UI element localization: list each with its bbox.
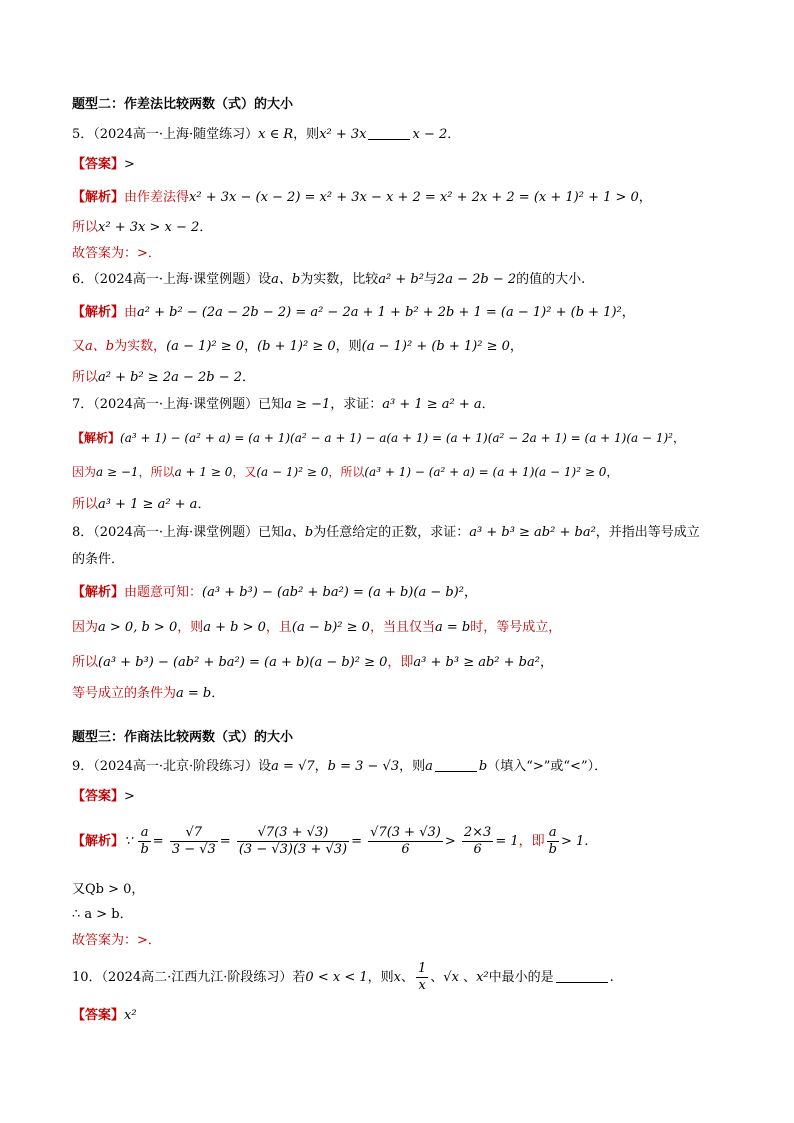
text: ，则: [293, 127, 320, 142]
text: ，: [621, 305, 635, 320]
text: 设: [258, 272, 272, 287]
text: 设: [258, 759, 272, 774]
text: 所以: [72, 370, 99, 385]
answer-line: [72, 787, 135, 807]
answer-label: 【答案】: [72, 157, 125, 172]
text: 为实数，: [114, 339, 167, 354]
section-title: 题型二：作差法比较两数（式）的大小: [72, 97, 294, 112]
q-source: （2024高一·上海·课堂例题）: [93, 272, 259, 287]
text: ．: [199, 220, 213, 235]
text: ，所以: [138, 465, 175, 479]
text: ．: [481, 397, 495, 412]
q-number: 10．: [72, 970, 102, 985]
math: (a³ + b³) − (ab² + ba²) = (a + b)(a − b)²: [202, 585, 464, 600]
math: a = b: [176, 686, 212, 701]
math: (a − 1)² ≥ 0: [166, 339, 245, 354]
text: ，: [673, 431, 686, 445]
numerator: a: [138, 825, 150, 842]
math: x² + 3x − (x − 2) = x² + 3x − x + 2 = x² + 2x + 2 = (x + 1)² + 1 > 0: [189, 190, 639, 205]
text: > 1.: [560, 834, 589, 849]
denominator: 3 − √3: [171, 842, 216, 857]
text: ，: [509, 339, 523, 354]
q-number: 6．: [72, 272, 94, 287]
text: ，: [539, 655, 553, 670]
text: 的值的大小.: [516, 272, 586, 287]
analysis-line: [72, 684, 224, 704]
text: ．: [447, 127, 461, 142]
q-number: 7．: [72, 397, 94, 412]
text: ，又: [232, 465, 257, 479]
math: (a − b)² ≥ 0: [291, 620, 370, 635]
final-answer: 故答案为：>．: [72, 246, 161, 261]
text: ．: [211, 686, 225, 701]
text: 因为: [72, 620, 99, 635]
denominator: 6: [473, 842, 482, 857]
text: ，则: [367, 970, 394, 985]
text: 、: [458, 970, 477, 985]
text: ．: [242, 370, 256, 385]
q-source: （2024高一·上海·课堂例题）: [93, 397, 259, 412]
math: a ≥ −1: [284, 397, 331, 412]
analysis-line: ∴ a > b．: [72, 907, 133, 922]
math: x² + 3x: [319, 127, 367, 142]
text: ，: [606, 465, 619, 479]
text: ，: [314, 759, 328, 774]
text: ，当且仅当: [369, 620, 435, 635]
answer-value: >: [124, 789, 135, 804]
math: a + b > 0: [203, 620, 266, 635]
math: a³ + 1 ≥ a² + a: [98, 497, 198, 512]
text: 由: [124, 305, 138, 320]
q-number: 8．: [72, 525, 94, 540]
analysis-line: [72, 188, 652, 208]
math: a、b: [284, 525, 314, 540]
text: ，: [638, 190, 652, 205]
math: (a³ + 1) − (a² + a) = (a + 1)(a − 1)² ≥ 0: [364, 465, 607, 479]
analysis-line: 又Qb > 0，: [72, 882, 145, 897]
text: 中最小的是: [488, 970, 554, 985]
answer-value: x²: [124, 1008, 137, 1023]
text: ，求证：: [330, 397, 383, 412]
text: ，即: [518, 834, 545, 849]
numerator: a: [547, 825, 559, 842]
math: a: [425, 759, 433, 774]
answer-blank: [556, 968, 608, 983]
math: a ≥ −1: [96, 465, 139, 479]
analysis-line: [72, 495, 210, 515]
question-10: [72, 958, 614, 998]
fraction: [138, 825, 150, 858]
math: x: [393, 970, 401, 985]
text: ，所以: [328, 465, 365, 479]
q-source: （2024高二·江西九江·阶段练习）: [101, 970, 293, 985]
q-number: 5．: [72, 127, 94, 142]
text: 由题意可知：: [124, 585, 203, 600]
text: 为任意给定的正数，求证：: [313, 525, 470, 540]
text: 为实数，比较: [300, 272, 379, 287]
question-8: [72, 523, 700, 543]
text: 与: [423, 272, 437, 287]
text: 若: [292, 970, 306, 985]
answer-label: 【答案】: [72, 1008, 125, 1023]
numerator: √7(3 + √3): [370, 825, 441, 840]
denominator: x: [418, 978, 426, 993]
question-9: [72, 757, 607, 777]
question-6: [72, 270, 585, 290]
text: 、: [430, 970, 444, 985]
answer-blank: [435, 757, 477, 772]
text: ，则: [177, 620, 204, 635]
denominator: 6: [401, 842, 410, 857]
question-5: [72, 125, 460, 145]
answer-value: >: [124, 157, 135, 172]
answer-label: 【答案】: [72, 789, 125, 804]
math: (a³ + b³) − (ab² + ba²) = (a + b)(a − b)² ≥ 0: [98, 655, 388, 670]
text: 时，等号成立，: [470, 620, 562, 635]
text: 等号成立的条件为: [72, 686, 177, 701]
text: 又: [72, 339, 86, 354]
numerator: √7: [170, 825, 218, 842]
text: ，: [244, 339, 258, 354]
math: x² + 3x > x − 2: [98, 220, 200, 235]
math: 2a − 2b − 2: [436, 272, 517, 287]
analysis-label: 【解析】: [72, 431, 121, 445]
math: b: [478, 759, 488, 774]
denominator: (3 − √3)(3 + √3): [238, 842, 348, 857]
question-8-cont: 的条件．: [72, 552, 125, 567]
math: a = b: [434, 620, 471, 635]
fraction: [416, 961, 428, 994]
text: =: [351, 834, 363, 849]
analysis-label: 【解析】: [72, 585, 125, 600]
analysis-label: 【解析】: [72, 834, 125, 849]
analysis-line: [72, 428, 685, 448]
analysis-line: [72, 822, 588, 862]
math: a、b: [271, 272, 301, 287]
math: a³ + 1 ≥ a² + a: [382, 397, 482, 412]
analysis-line: [72, 337, 523, 357]
math: a³ + b³ ≥ ab² + ba²: [469, 525, 596, 540]
final-answer: 故答案为：>．: [72, 933, 161, 948]
text: ，: [463, 585, 477, 600]
math: x²: [476, 970, 489, 985]
math: b = 3 − √3: [327, 759, 400, 774]
analysis-line: [72, 218, 212, 238]
analysis-line: [72, 653, 553, 673]
text: .: [609, 970, 614, 985]
analysis-label: 【解析】: [72, 190, 125, 205]
text: ，则: [335, 339, 362, 354]
text: ，并指出等号成立: [595, 525, 700, 540]
text: 所以: [72, 655, 99, 670]
fraction: [237, 825, 349, 858]
math: (a³ + 1) − (a² + a) = (a + 1)(a² − a + 1) − a(a + 1) = (a + 1)(a² − 2a + 1) = (a + 1)(a − 1)²: [120, 431, 673, 445]
analysis-line: [72, 303, 635, 323]
text: >: [444, 834, 456, 849]
numerator: √7(3 + √3): [237, 825, 349, 842]
question-7: [72, 395, 495, 415]
denominator: b: [548, 842, 557, 857]
math: a > 0, b > 0: [98, 620, 178, 635]
math: √x: [443, 970, 459, 985]
text: ，则: [399, 759, 426, 774]
answer-line: [72, 155, 135, 175]
text: =: [219, 834, 231, 849]
text: ．: [197, 497, 211, 512]
fraction: [170, 825, 218, 858]
text: =: [152, 834, 164, 849]
math: a、b: [85, 339, 115, 354]
fraction: [547, 825, 559, 858]
math: a² + b² − (2a − 2b − 2) = a² − 2a + 1 + b² + 2b + 1 = (a − 1)² + (b + 1)²: [137, 305, 622, 320]
q-number: 9．: [72, 759, 94, 774]
analysis-line: [72, 583, 477, 603]
math: a + 1 ≥ 0: [174, 465, 233, 479]
math: a = √7: [271, 759, 315, 774]
text: 所以: [72, 497, 99, 512]
math: a² + b²: [378, 272, 424, 287]
text: 由作差法得: [124, 190, 190, 205]
answer-line: [72, 1006, 137, 1026]
numerator: 1: [418, 961, 427, 976]
q-source: （2024高一·北京·阶段练习）: [93, 759, 259, 774]
numerator: 2×3: [463, 825, 492, 840]
text: 因为: [72, 465, 97, 479]
text: = 1: [495, 834, 519, 849]
text: ，即: [387, 655, 414, 670]
text: ，且: [265, 620, 292, 635]
text: 所以: [72, 220, 99, 235]
math: (a − 1)² + (b + 1)² ≥ 0: [361, 339, 510, 354]
answer-blank: [368, 125, 410, 140]
denominator: b: [140, 842, 149, 857]
text: 、: [400, 970, 414, 985]
text: 已知: [258, 397, 285, 412]
analysis-label: 【解析】: [72, 305, 125, 320]
fraction: [368, 825, 443, 858]
section-title: 题型三：作商法比较两数（式）的大小: [72, 730, 294, 745]
math: (b + 1)² ≥ 0: [257, 339, 336, 354]
analysis-line: [72, 368, 255, 388]
text: （填入“>”或“<”）．: [487, 759, 608, 774]
q-source: （2024高一·上海·随堂练习）: [93, 127, 259, 142]
math: (a − 1)² ≥ 0: [256, 465, 329, 479]
math: a³ + b³ ≥ ab² + ba²: [413, 655, 540, 670]
analysis-line: [72, 462, 618, 482]
math: x − 2: [412, 127, 448, 142]
fraction: [462, 825, 493, 858]
text: 已知: [258, 525, 285, 540]
analysis-line: [72, 618, 561, 638]
text: ∵: [124, 834, 133, 849]
q-source: （2024高一·上海·课堂例题）: [93, 525, 259, 540]
math: a² + b² ≥ 2a − 2b − 2: [98, 370, 243, 385]
math: x ∈ R: [258, 127, 294, 142]
math: 0 < x < 1: [305, 970, 368, 985]
